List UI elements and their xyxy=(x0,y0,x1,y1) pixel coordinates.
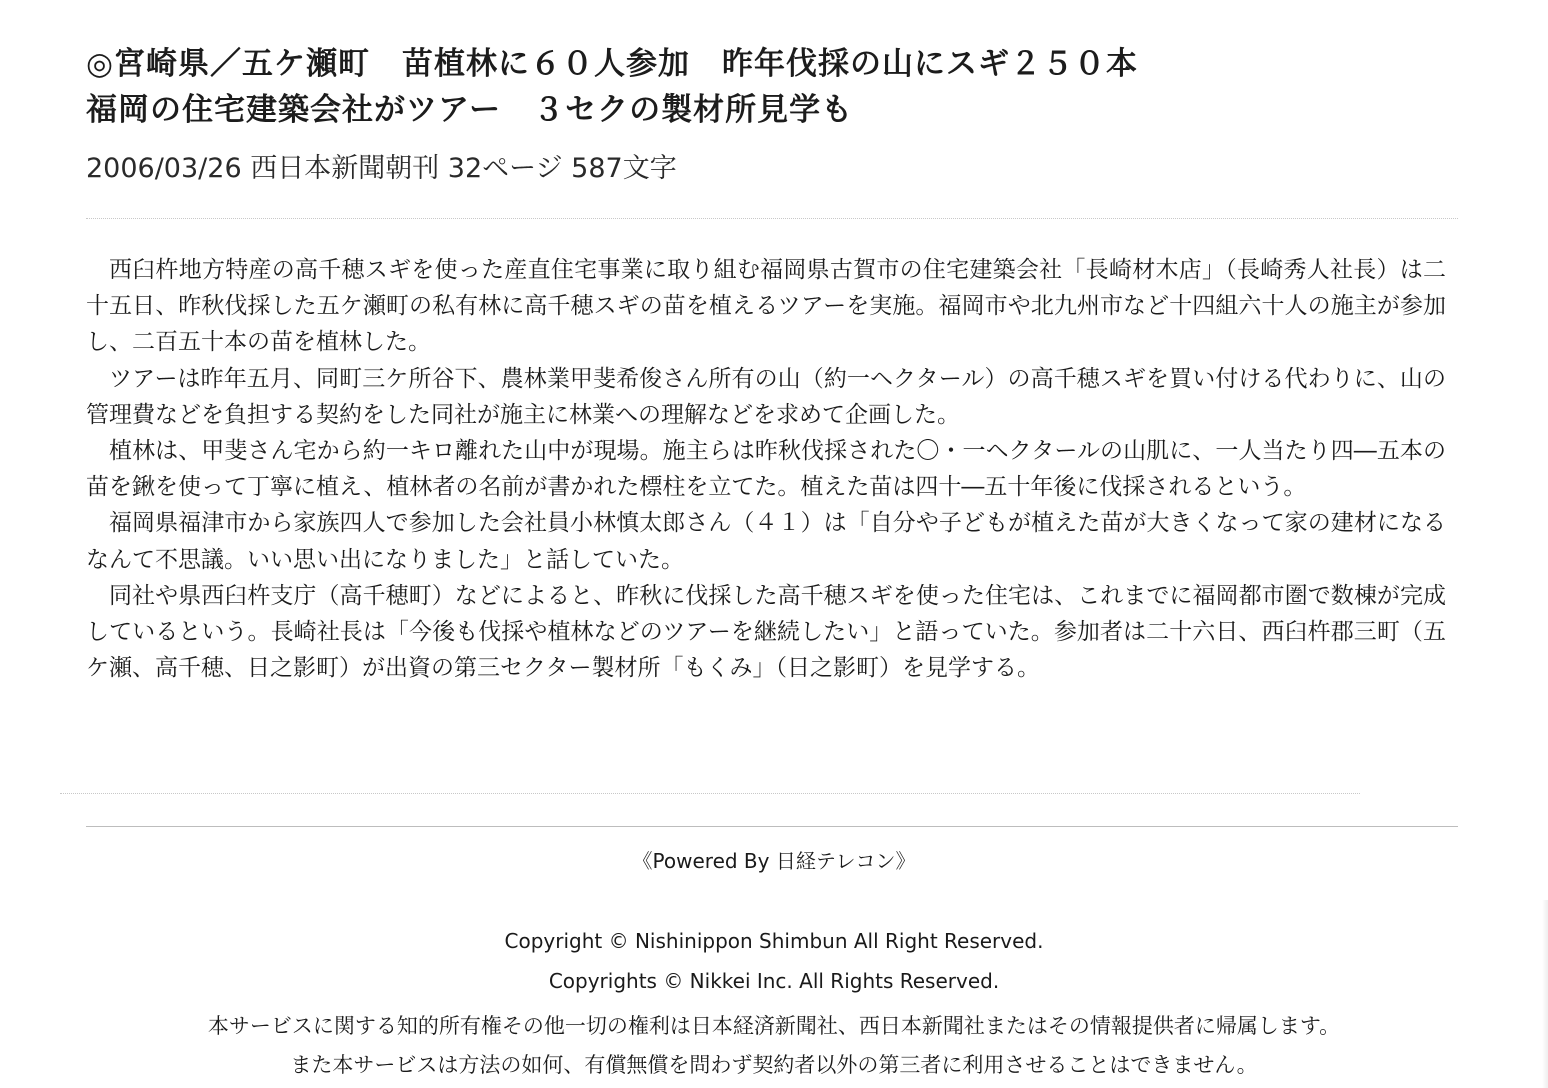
article-body xyxy=(86,252,1446,686)
article-paragraph: 植林は、甲斐さん宅から約一キロ離れた山中が現場。施主らは昨秋伐採された〇・一ヘクタールの山肌に、一人当たり四―五本の苗を鍬を使って丁寧に植え、植林者の名前が書かれた標柱を立てた。植えた苗は四十―五十年後に伐採されるという。 xyxy=(86,438,1446,501)
article-paragraph: ツアーは昨年五月、同町三ケ所谷下、農林業甲斐希俊さん所有の山（約一ヘクタール）の高千穂スギを買い付ける代わりに、山の管理費などを負担する契約をした同社が施主に林業への理解などを求めて企画した。 xyxy=(86,365,1446,428)
copyright-nikkei: Copyrights © Nikkei Inc. All Rights Reserved. xyxy=(548,969,1000,993)
article-paragraph: 西臼杵地方特産の高千穂スギを使った産直住宅事業に取り組む福岡県古賀市の住宅建築会社「長崎材木店」（長崎秀人社長）は二十五日、昨秋伐採した五ケ瀬町の私有林に高千穂スギの苗を植えるツアーを実施。福岡市や北九州市など十四組六十人の施主が参加し、二百五十本の苗を植林した。 xyxy=(86,257,1447,356)
page-edge-shadow xyxy=(1542,900,1548,1088)
headline-line-2: 福岡の住宅建築会社がツアー ３セクの製材所見学も xyxy=(86,92,854,128)
article-paragraph: 福岡県福津市から家族四人で参加した会社員小林慎太郎さん（４１）は「自分や子どもが植えた苗が大きくなって家の建材になるなんて不思議。いい思い出になりました」と話していた。 xyxy=(86,510,1446,573)
dotted-divider-top xyxy=(86,218,1458,219)
article-meta: 2006/03/26 西日本新聞朝刊 32ページ 587文字 xyxy=(86,153,677,184)
powered-by-credit: 《Powered By 日経テレコン》 xyxy=(632,849,916,873)
copyright-nishinippon: Copyright © Nishinippon Shimbun All Right Reserved. xyxy=(504,929,1044,953)
rights-notice: 本サービスに関する知的所有権その他一切の権利は日本経済新聞社、西日本新聞社またはその情報提供者に帰属します。 xyxy=(207,1014,1341,1038)
dotted-divider-bottom xyxy=(60,793,1360,794)
article-paragraph: 同社や県西臼杵支庁（高千穂町）などによると、昨秋に伐採した高千穂スギを使った住宅は、これまでに福岡都市圏で数棟が完成しているという。長崎社長は「今後も伐採や植林などのツアーを継続したい」と語っていた。参加者は二十六日、西臼杵郡三町（五ケ瀬、高千穂、日之影町）が出資の第三セクター製材所「もくみ」（日之影町）を見学する。 xyxy=(86,582,1446,682)
usage-notice: また本サービスは方法の如何、有償無償を問わず契約者以外の第三者に利用させることはできません。 xyxy=(290,1053,1258,1077)
headline-line-1: ◎宮崎県／五ケ瀬町 苗植林に６０人参加 昨年伐採の山にスギ２５０本 xyxy=(86,46,1139,82)
footer-rule xyxy=(86,826,1458,827)
